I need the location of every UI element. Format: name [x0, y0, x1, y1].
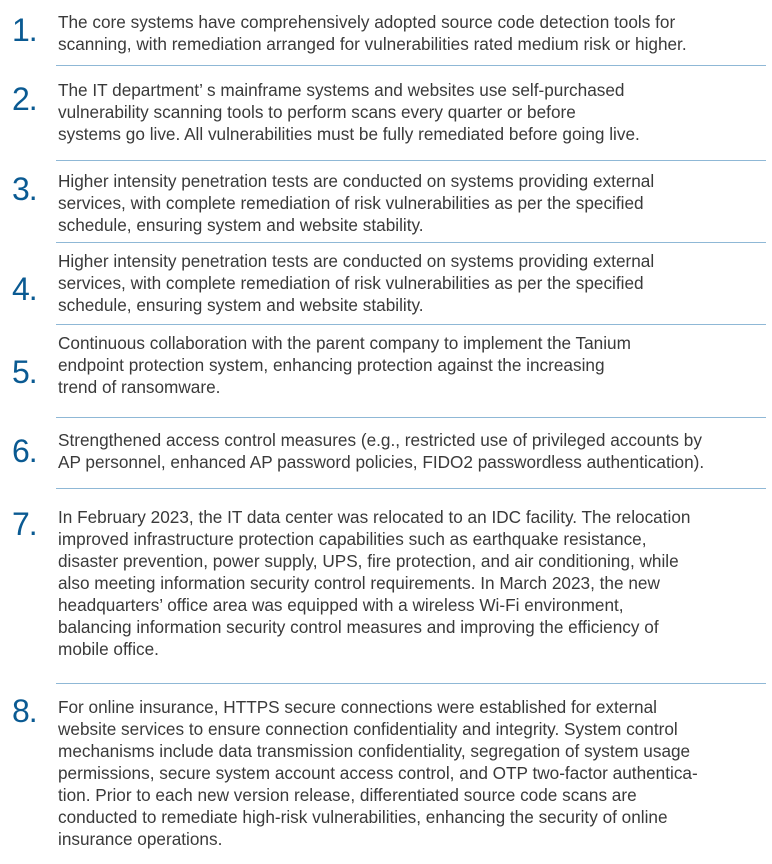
divider [56, 324, 766, 325]
item-text [58, 79, 770, 145]
item-number: 1. [12, 12, 37, 48]
divider [56, 160, 766, 161]
item-text-line: systems go live. All vulnerabilities must be fully remediated before going live. [58, 124, 640, 144]
item-number: 3. [12, 171, 37, 207]
item-text-line: Continuous collaboration with the parent company to implement the Tanium [58, 333, 631, 353]
item-text-line: tion. Prior to each new version release, differentiated source code scans are [58, 785, 637, 805]
item-text [58, 170, 770, 236]
item-number: 8. [12, 693, 37, 729]
item-text [58, 11, 770, 55]
item-text-line: Strengthened access control measures (e.g., restricted use of privileged accounts by [58, 430, 702, 450]
item-text [58, 250, 770, 316]
item-text-line: The core systems have comprehensively adopted source code detection tools for [58, 12, 676, 32]
item-text-line: permissions, secure system account access control, and OTP two-factor authentica- [58, 763, 698, 783]
item-text-line: Higher intensity penetration tests are conducted on systems providing external [58, 171, 655, 191]
item-text-line: website services to ensure connection confidentiality and integrity. System control [58, 719, 678, 739]
item-text [58, 332, 770, 398]
item-text-line: trend of ransomware. [58, 377, 221, 397]
item-text-line: also meeting information security control requirements. In March 2023, the new [58, 573, 660, 593]
item-text-line: mobile office. [58, 639, 159, 659]
item-number: 5. [12, 354, 37, 390]
item-text-line: schedule, ensuring system and website stability. [58, 215, 424, 235]
item-text-line: disaster prevention, power supply, UPS, fire protection, and air conditioning, while [58, 551, 679, 571]
item-text-line: Higher intensity penetration tests are conducted on systems providing external [58, 251, 655, 271]
item-text-line: schedule, ensuring system and website stability. [58, 295, 424, 315]
item-text-line: insurance operations. [58, 829, 223, 849]
divider [56, 242, 766, 243]
item-number: 2. [12, 81, 37, 117]
item-text-line: In February 2023, the IT data center was relocated to an IDC facility. The relocation [58, 507, 691, 527]
item-text-line: vulnerability scanning tools to perform scans every quarter or before [58, 102, 576, 122]
item-text-line: services, with complete remediation of risk vulnerabilities as per the specified [58, 273, 644, 293]
divider [56, 488, 766, 489]
item-text-line: headquarters’ office area was equipped with a wireless Wi-Fi environment, [58, 595, 624, 615]
item-number: 6. [12, 433, 37, 469]
divider [56, 417, 766, 418]
item-number: 4. [12, 271, 37, 307]
divider [56, 683, 766, 684]
item-text-line: For online insurance, HTTPS secure connections were established for external [58, 697, 657, 717]
item-text-line: AP personnel, enhanced AP password policies, FIDO2 passwordless authentication). [58, 452, 705, 472]
item-text-line: The IT department’ s mainframe systems and websites use self-purchased [58, 80, 625, 100]
item-text [58, 696, 770, 850]
item-number: 7. [12, 506, 37, 542]
item-text-line: conducted to remediate high-risk vulnerabilities, enhancing the security of online [58, 807, 668, 827]
item-text-line: mechanisms include data transmission confidentiality, segregation of system usage [58, 741, 691, 761]
item-text [58, 429, 770, 473]
divider [56, 65, 766, 66]
item-text-line: improved infrastructure protection capabilities such as earthquake resistance, [58, 529, 647, 549]
item-text [58, 506, 770, 660]
item-text-line: services, with complete remediation of risk vulnerabilities as per the specified [58, 193, 644, 213]
item-text-line: scanning, with remediation arranged for vulnerabilities rated medium risk or higher. [58, 34, 687, 54]
item-text-line: balancing information security control measures and improving the efficiency of [58, 617, 659, 637]
item-text-line: endpoint protection system, enhancing protection against the increasing [58, 355, 605, 375]
